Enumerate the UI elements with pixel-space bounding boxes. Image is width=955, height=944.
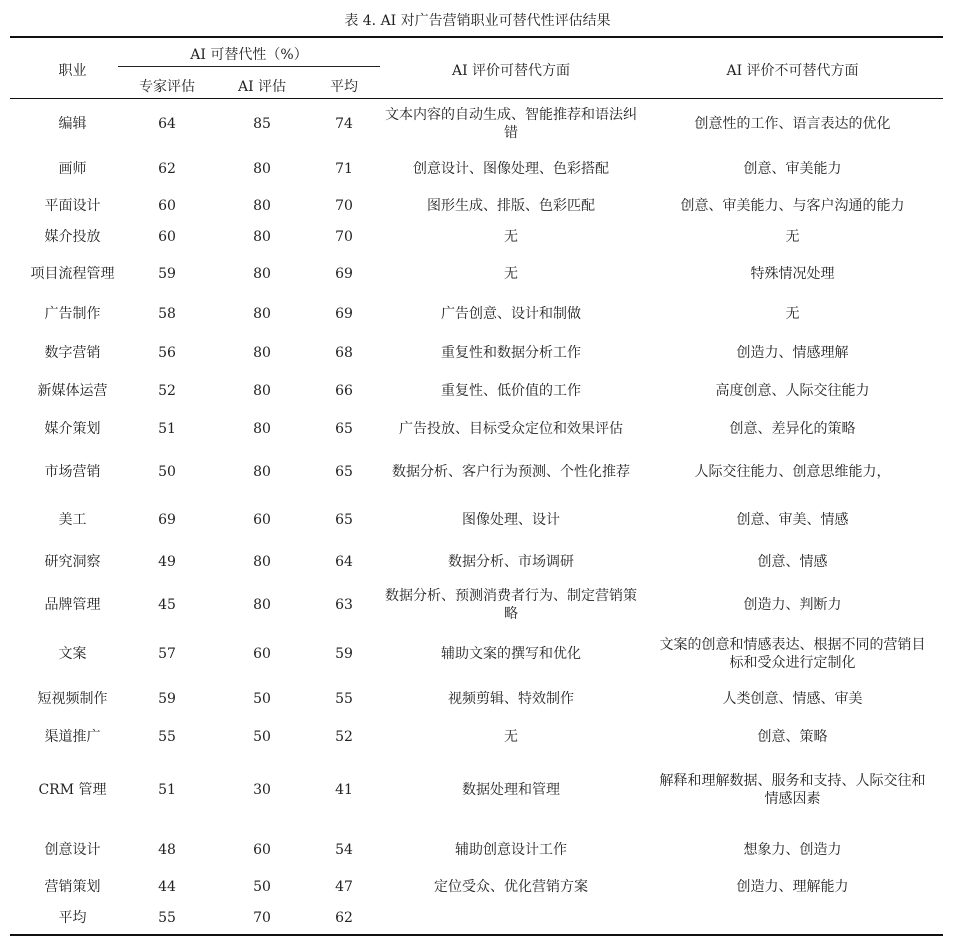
table-cell-job: 文案: [58, 646, 87, 662]
table-cell-ai: 80: [253, 266, 271, 282]
table-cell-irreplaceable: 人际交往能力、创意思维能力，: [694, 464, 891, 480]
table-cell-expert: 64: [158, 116, 176, 132]
table-cell-expert: 44: [158, 879, 176, 895]
header-expert: 专家评估: [139, 79, 195, 95]
table-cell-replaceable: 数据分析、客户行为预测、个性化推荐: [392, 464, 630, 480]
table-cell-irreplaceable: 创意、差异化的策略: [729, 421, 856, 437]
table-cell-irreplaceable: 创意、审美能力、与客户沟通的能力: [680, 198, 905, 214]
table-cell-avg: 41: [335, 782, 353, 798]
table-cell-avg: 74: [335, 116, 353, 132]
table-cell-job: 新媒体运营: [37, 383, 108, 399]
table-cell-ai: 60: [253, 512, 271, 528]
table-cell-replaceable: 广告创意、设计和制做: [441, 306, 581, 322]
table-cell-job: 媒介投放: [44, 229, 101, 245]
table-cell-job: 项目流程管理: [30, 266, 115, 282]
table-cell-replaceable: 无: [504, 729, 518, 745]
table-cell-irreplaceable: 人类创意、情感、审美: [722, 691, 863, 707]
table-cell-expert: 55: [158, 729, 176, 745]
table-cell-avg: 66: [335, 383, 353, 399]
table-cell-avg: 68: [335, 345, 353, 361]
table-cell-replaceable: 辅助文案的撰写和优化: [441, 646, 581, 662]
table-cell-ai: 80: [253, 597, 271, 613]
table-cell-job: 市场营销: [44, 464, 101, 480]
table-cell-replaceable: 辅助创意设计工作: [455, 842, 567, 858]
table-cell-ai: 80: [253, 345, 271, 361]
table-cell-irreplaceable: 创意、策略: [757, 729, 828, 745]
table-cell-job: 数字营销: [44, 345, 101, 361]
table-cell-avg: 65: [335, 464, 353, 480]
table-cell-expert: 69: [158, 512, 176, 528]
table-cell-expert: 45: [158, 597, 176, 613]
table-cell-irreplaceable: 想象力、创造力: [743, 842, 842, 858]
table-cell-irreplaceable: 高度创意、人际交往能力: [715, 383, 870, 399]
table-cell-replaceable: 数据分析、市场调研: [448, 554, 574, 570]
group-underline: [118, 66, 380, 67]
table-cell-replaceable: 文本内容的自动生成、智能推荐和语法纠错: [385, 107, 637, 141]
table-cell-job: 画师: [58, 161, 87, 177]
table-cell-ai: 50: [253, 729, 271, 745]
table-cell-avg: 69: [335, 266, 353, 282]
table-cell-ai: 80: [253, 198, 271, 214]
table-cell-avg: 65: [335, 512, 353, 528]
table-cell-expert: 60: [158, 229, 176, 245]
table-cell-irreplaceable: 无: [785, 229, 800, 245]
table-cell-replaceable: 无: [504, 266, 518, 282]
top-rule: [10, 36, 943, 38]
table-cell-irreplaceable: 创意、审美能力: [743, 161, 842, 177]
header-irreplaceable: AI 评价不可替代方面: [726, 63, 859, 79]
table-cell-ai: 85: [253, 116, 271, 132]
table-cell-expert: 59: [158, 266, 176, 282]
table-cell-avg: 47: [335, 879, 353, 895]
table-cell-expert: 57: [158, 646, 176, 662]
table-cell-ai: 80: [253, 554, 271, 570]
table-cell-expert: 51: [158, 421, 176, 437]
table-cell-expert: 50: [158, 464, 176, 480]
table-cell-expert: 60: [158, 198, 176, 214]
table-cell-job: 品牌管理: [44, 597, 101, 613]
table-cell-expert: 58: [158, 306, 176, 322]
table-cell-ai: 80: [253, 464, 271, 480]
table-cell-expert: 51: [158, 782, 176, 798]
table-cell-ai: 50: [253, 691, 271, 707]
table-cell-expert: 52: [158, 383, 176, 399]
table-cell-ai: 80: [253, 383, 271, 399]
table-cell-replaceable: 广告投放、目标受众定位和效果评估: [399, 421, 623, 437]
table-cell-avg: 62: [335, 910, 353, 926]
header-avg: 平均: [330, 79, 358, 95]
table-cell-ai: 80: [253, 306, 271, 322]
table-cell-replaceable: 重复性、低价值的工作: [441, 383, 581, 399]
table-cell-avg: 70: [335, 229, 353, 245]
table-cell-job: 渠道推广: [44, 729, 101, 745]
table-cell-ai: 70: [253, 910, 271, 926]
table-cell-replaceable: 图形生成、排版、色彩匹配: [427, 198, 595, 214]
table-cell-expert: 59: [158, 691, 176, 707]
table-cell-replaceable: 视频剪辑、特效制作: [448, 691, 574, 707]
table-cell-ai: 80: [253, 229, 271, 245]
table-cell-replaceable: 图像处理、设计: [462, 512, 560, 528]
table-cell-avg: 69: [335, 306, 353, 322]
table-cell-expert: 55: [158, 910, 176, 926]
table-cell-irreplaceable: 创意、情感: [757, 554, 828, 570]
table-cell-job: 短视频制作: [37, 691, 108, 707]
table-cell-irreplaceable: 创意性的工作、语言表达的优化: [694, 116, 891, 132]
table-cell-ai: 60: [253, 842, 271, 858]
header-bottom-rule: [10, 98, 943, 99]
table-cell-irreplaceable: 创造力、理解能力: [736, 879, 849, 895]
table-cell-ai: 80: [253, 161, 271, 177]
table-cell-job: 平面设计: [44, 198, 101, 214]
table-cell-avg: 55: [335, 691, 353, 707]
table-cell-avg: 52: [335, 729, 353, 745]
table-cell-avg: 54: [335, 842, 353, 858]
table-cell-replaceable: 重复性和数据分析工作: [441, 345, 581, 361]
table-cell-irreplaceable: 解释和理解数据、服务和支持、人际交往和情感因素: [659, 773, 926, 807]
table-cell-job: CRM 管理: [38, 782, 107, 798]
table-cell-expert: 49: [158, 554, 176, 570]
table-cell-irreplaceable: 创造力、情感理解: [736, 345, 849, 361]
table-cell-replaceable: 无: [504, 229, 518, 245]
header-ai: AI 评估: [237, 79, 287, 95]
table-cell-job: 研究洞察: [44, 554, 101, 570]
table-cell-avg: 59: [335, 646, 353, 662]
table-cell-job: 美工: [58, 512, 87, 528]
table-cell-job: 编辑: [58, 116, 87, 132]
table-cell-job: 平均: [58, 910, 87, 926]
table-cell-ai: 80: [253, 421, 271, 437]
table-cell-ai: 50: [253, 879, 271, 895]
table-cell-ai: 60: [253, 646, 271, 662]
table-cell-avg: 65: [335, 421, 353, 437]
table-cell-avg: 64: [335, 554, 353, 570]
table-cell-job: 广告制作: [44, 306, 101, 322]
table-cell-replaceable: 创意设计、图像处理、色彩搭配: [413, 161, 609, 177]
table-cell-irreplaceable: 文案的创意和情感表达、根据不同的营销目标和受众进行定制化: [659, 637, 926, 671]
table-cell-irreplaceable: 创造力、判断力: [743, 597, 842, 613]
table-cell-irreplaceable: 创意、审美、情感: [736, 512, 849, 528]
table-cell-ai: 30: [253, 782, 271, 798]
table-cell-avg: 71: [335, 161, 353, 177]
table-cell-replaceable: 数据处理和管理: [462, 782, 560, 798]
table-cell-replaceable: 数据分析、预测消费者行为、制定营销策略: [385, 588, 637, 622]
table-cell-expert: 56: [158, 345, 176, 361]
header-job: 职业: [58, 63, 87, 79]
table-caption: 表 4. AI 对广告营销职业可替代性评估结果: [344, 13, 611, 29]
table-cell-avg: 63: [335, 597, 353, 613]
header-ai-replaceability-group: AI 可替代性（%）: [190, 47, 308, 63]
table-cell-job: 创意设计: [44, 842, 101, 858]
table-cell-avg: 70: [335, 198, 353, 214]
bottom-rule: [10, 934, 943, 936]
table-cell-job: 媒介策划: [44, 421, 101, 437]
header-replaceable: AI 评价可替代方面: [451, 63, 571, 79]
table-cell-job: 营销策划: [44, 879, 101, 895]
table-cell-expert: 48: [158, 842, 176, 858]
table-cell-irreplaceable: 无: [785, 306, 800, 322]
table-cell-irreplaceable: 特殊情况处理: [750, 266, 835, 282]
table-cell-expert: 62: [158, 161, 176, 177]
table-cell-replaceable: 定位受众、优化营销方案: [434, 879, 588, 895]
